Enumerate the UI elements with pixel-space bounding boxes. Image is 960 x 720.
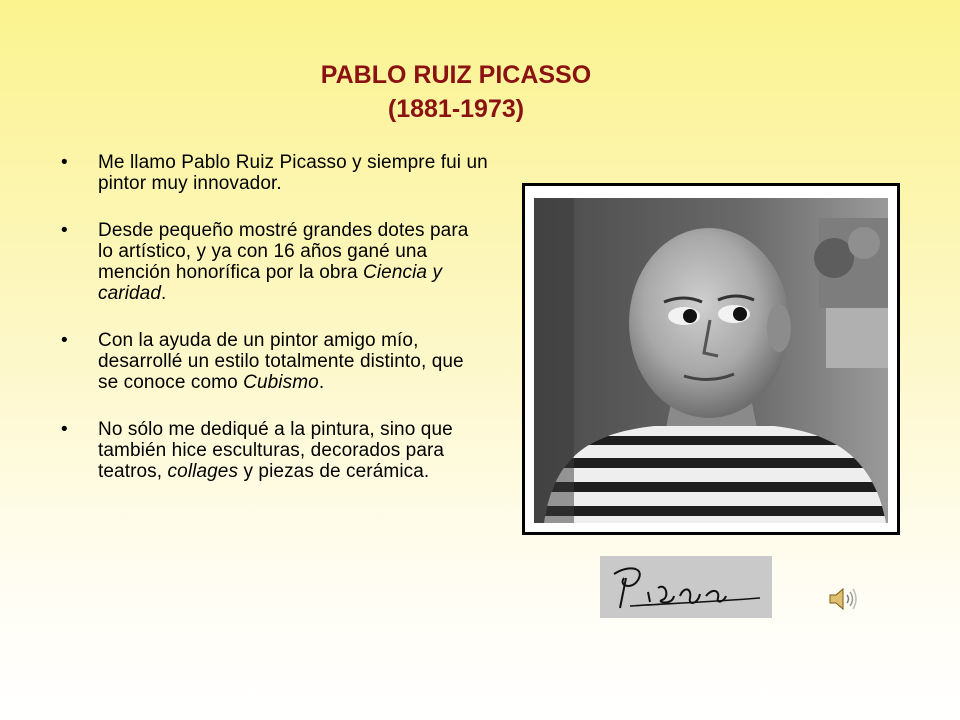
bullet-item bbox=[58, 419, 488, 482]
bullet-text-end: . bbox=[161, 283, 167, 304]
bullet-item bbox=[58, 152, 488, 194]
bullet-symbol: • bbox=[61, 330, 68, 351]
portrait-photo bbox=[534, 198, 888, 523]
bullet-symbol: • bbox=[61, 419, 68, 440]
bullet-item bbox=[58, 220, 488, 304]
collages-term: collages bbox=[167, 461, 239, 482]
style-name: Cubismo bbox=[243, 372, 319, 393]
bullet-item bbox=[58, 330, 488, 393]
speaker-icon[interactable] bbox=[828, 586, 858, 612]
artwork-title: Ciencia y caridad bbox=[98, 262, 443, 304]
bullet-symbol: • bbox=[61, 152, 68, 173]
bullet-text-end: y piezas de cerámica. bbox=[238, 461, 430, 482]
title-years: (1881-1973) bbox=[387, 95, 525, 123]
bullet-symbol: • bbox=[61, 220, 68, 241]
bullet-text-end: . bbox=[318, 372, 325, 393]
portrait-frame bbox=[522, 183, 900, 535]
bullet-list bbox=[58, 152, 488, 508]
title-name: PABLO RUIZ PICASSO bbox=[320, 61, 592, 89]
bullet-text: Desde pequeño mostré grandes dotes para lo artístico, y ya con 16 años gané una mención honorífica por la obra bbox=[98, 220, 469, 283]
slide-title bbox=[0, 58, 912, 126]
bullet-text: Con la ayuda de un pintor amigo mío, desarrollé un estilo totalmente distinto, que se conoce como bbox=[98, 330, 464, 393]
bullet-text: No sólo me dediqué a la pintura, sino que también hice esculturas, decorados para teatros, bbox=[98, 419, 453, 482]
signature-image bbox=[600, 556, 772, 618]
bullet-text: Me llamo Pablo Ruiz Picasso y siempre fui un pintor muy innovador. bbox=[98, 152, 488, 194]
